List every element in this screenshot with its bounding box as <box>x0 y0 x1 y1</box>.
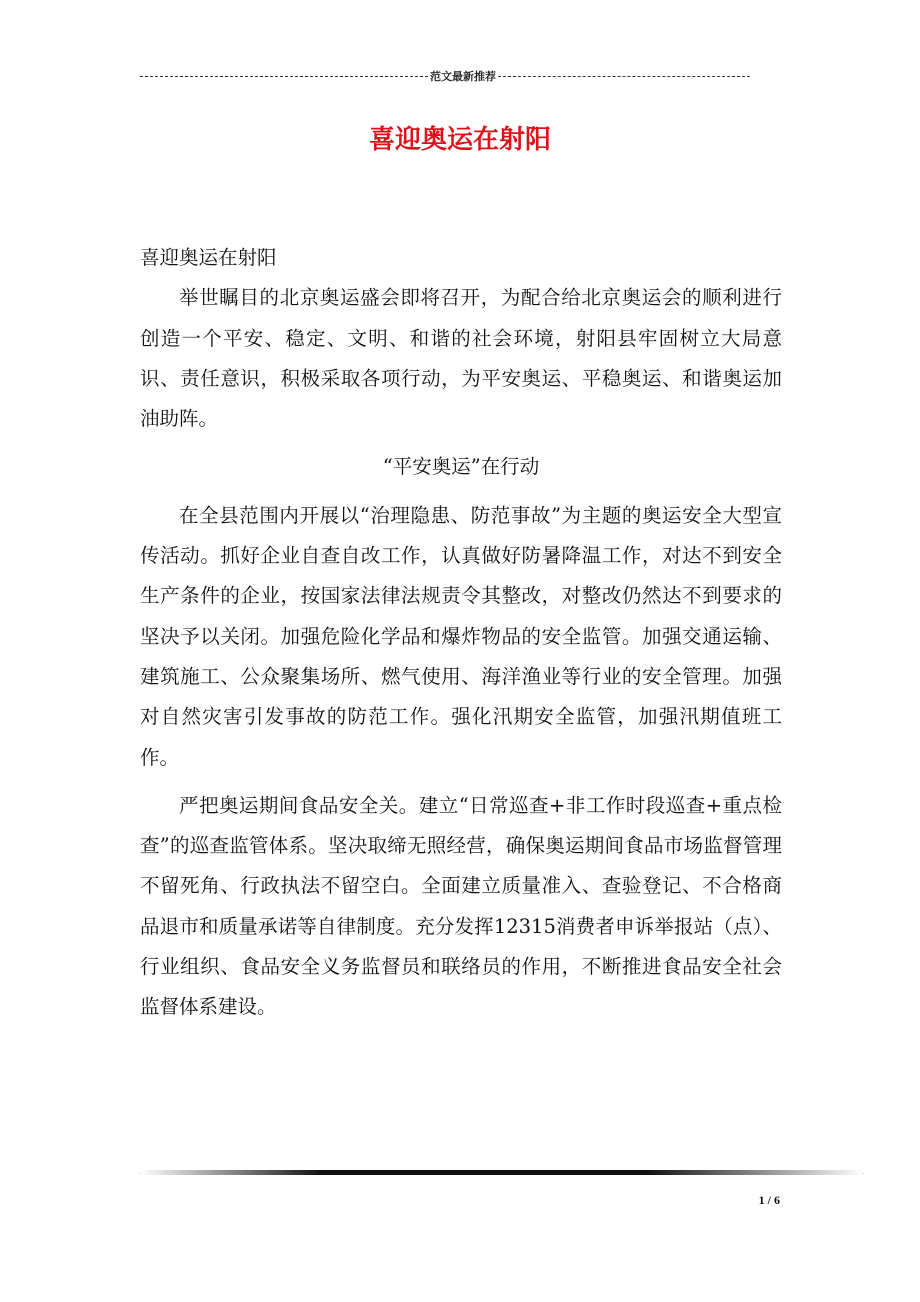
document-body <box>140 238 782 1028</box>
paragraph-safety: 在全县范围内开展以“治理隐患、防范事故”为主题的奥运安全大型宣传活动。抓好企业自查自改工作，认真做好防暑降温工作，对达不到安全生产条件的企业，按国家法律法规责令其整改，对整改仍然达不到要求的坚决予以关闭。加强危险化学品和爆炸物品的安全监管。加强交通运输、建筑施工、公众聚集场所、燃气使用、海洋渔业等行业的安全管理。加强对自然灾害引发事故的防范工作。强化汛期安全监管，加强汛期值班工作。 <box>140 503 782 769</box>
paragraph-food-safety: 严把奥运期间食品安全关。建立“日常巡查+非工作时段巡查+重点检查”的巡查监管体系。坚决取缔无照经营，确保奥运期间食品市场监督管理不留死角、行政执法不留空白。全面建立质量准入、查验登记、不合格商品退市和质量承诺等自律制度。充分发挥12315消费者申诉举报站（点）、行业组织、食品安全义务监督员和联络员的作用，不断推进食品安全社会监督体系建设。 <box>140 793 782 1019</box>
document-title: 喜迎奥运在射阳 <box>368 125 551 155</box>
paragraph-intro: 举世瞩目的北京奥运盛会即将召开，为配合给北京奥运会的顺利进行创造一个平安、稳定、文明、和谐的社会环境，射阳县牢固树立大局意识、责任意识，积极采取各项行动，为平安奥运、平稳奥运、和谐奥运加油助阵。 <box>140 286 782 431</box>
header-dash-left <box>140 76 428 77</box>
page-header <box>140 68 780 85</box>
header-label: 范文最新推荐 <box>430 69 496 83</box>
page-number: 1 / 6 <box>758 1193 780 1207</box>
section-heading: “平安奥运”在行动 <box>382 455 540 479</box>
document-subtitle: 喜迎奥运在射阳 <box>140 246 277 269</box>
footer-rule <box>140 1170 864 1175</box>
header-dash-right <box>498 76 750 77</box>
